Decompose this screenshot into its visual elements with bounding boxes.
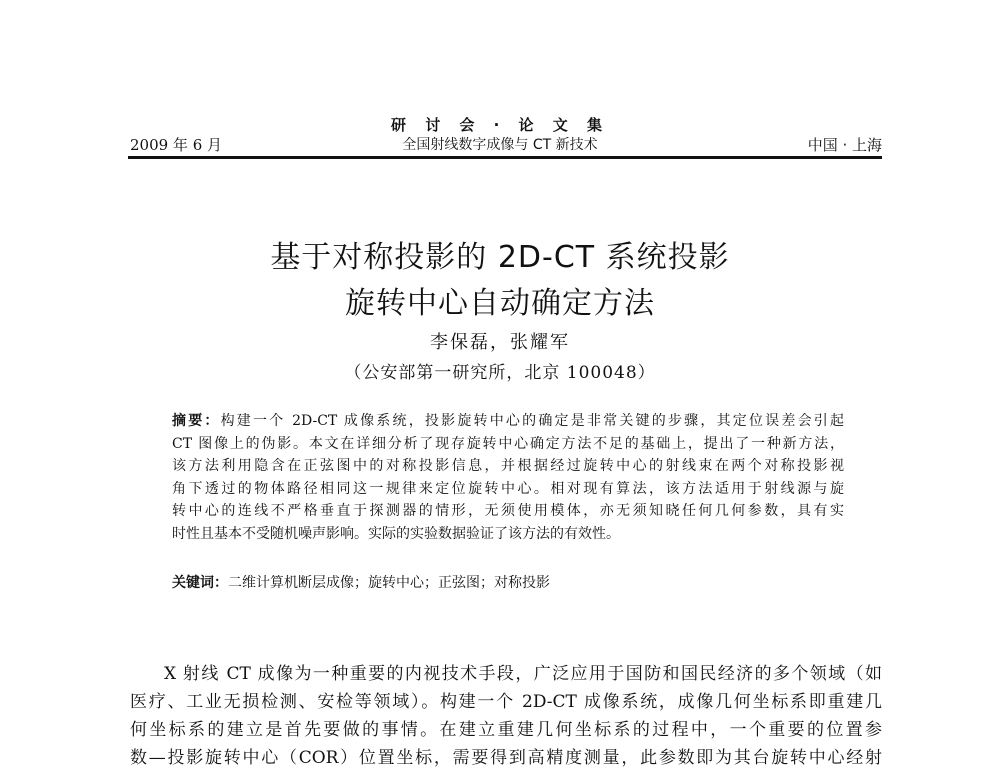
- abstract-line: 转中心的连线不严格垂直于探测器的情形，无须使用模体，亦无须知晓任何几何参数，具有实: [172, 503, 844, 519]
- header-rule: [128, 156, 882, 159]
- keywords-text: 二维计算机断层成像；旋转中心；正弦图；对称投影: [228, 575, 550, 591]
- abstract: [172, 410, 844, 545]
- author-list: 李保磊，张耀军: [430, 332, 570, 353]
- paper-title-line-2: 旋转中心自动确定方法: [345, 286, 655, 321]
- paper-title-line-1: 基于对称投影的 2D-CT 系统投影: [270, 240, 730, 275]
- abstract-line: CT 图像上的伪影。本文在详细分析了现存旋转中心确定方法不足的基础上，提出了一种新方法，: [172, 435, 844, 452]
- keywords: [172, 572, 550, 592]
- abstract-label: 摘要：: [172, 413, 221, 429]
- conference-name: 全国射线数字成像与 CT 新技术: [402, 137, 598, 153]
- author-affiliation: （公安部第一研究所，北京 100048）: [344, 363, 656, 383]
- body-line: 何坐标系的建立是首先要做的事情。在建立重建几何坐标系的过程中，一个重要的位置参: [130, 720, 882, 740]
- abstract-line: 摘要：构建一个 2D-CT 成像系统，投影旋转中心的确定是非常关键的步骤，其定位误差会引起: [172, 413, 844, 429]
- conference-location: 中国 · 上海: [807, 136, 882, 154]
- publication-date: 2009 年 6 月: [130, 136, 223, 154]
- body-paragraph: [130, 660, 882, 772]
- body-line: X 射线 CT 成像为一种重要的内视技术手段，广泛应用于国防和国民经济的多个领域（如: [164, 664, 882, 684]
- abstract-line: 时性且基本不受随机噪声影响。实际的实验数据验证了该方法的有效性。: [172, 525, 620, 542]
- body-line: 医疗、工业无损检测、安检等领域）。构建一个 2D-CT 成像系统，成像几何坐标系即重建几: [130, 692, 882, 712]
- proceedings-series-label: 研 讨 会 · 论 文 集: [390, 116, 610, 134]
- abstract-line: 该方法利用隐含在正弦图中的对称投影信息，并根据经过旋转中心的射线束在两个对称投影视: [172, 458, 844, 474]
- body-line: 数—投影旋转中心（COR）位置坐标，需要得到高精度测量，此参数即为其台旋转中心经射: [130, 748, 882, 768]
- abstract-line: 角下透过的物体路径相同这一规律来定位旋转中心。相对现有算法，该方法适用于射线源与旋: [172, 480, 844, 497]
- keywords-label: 关键词：: [172, 575, 228, 591]
